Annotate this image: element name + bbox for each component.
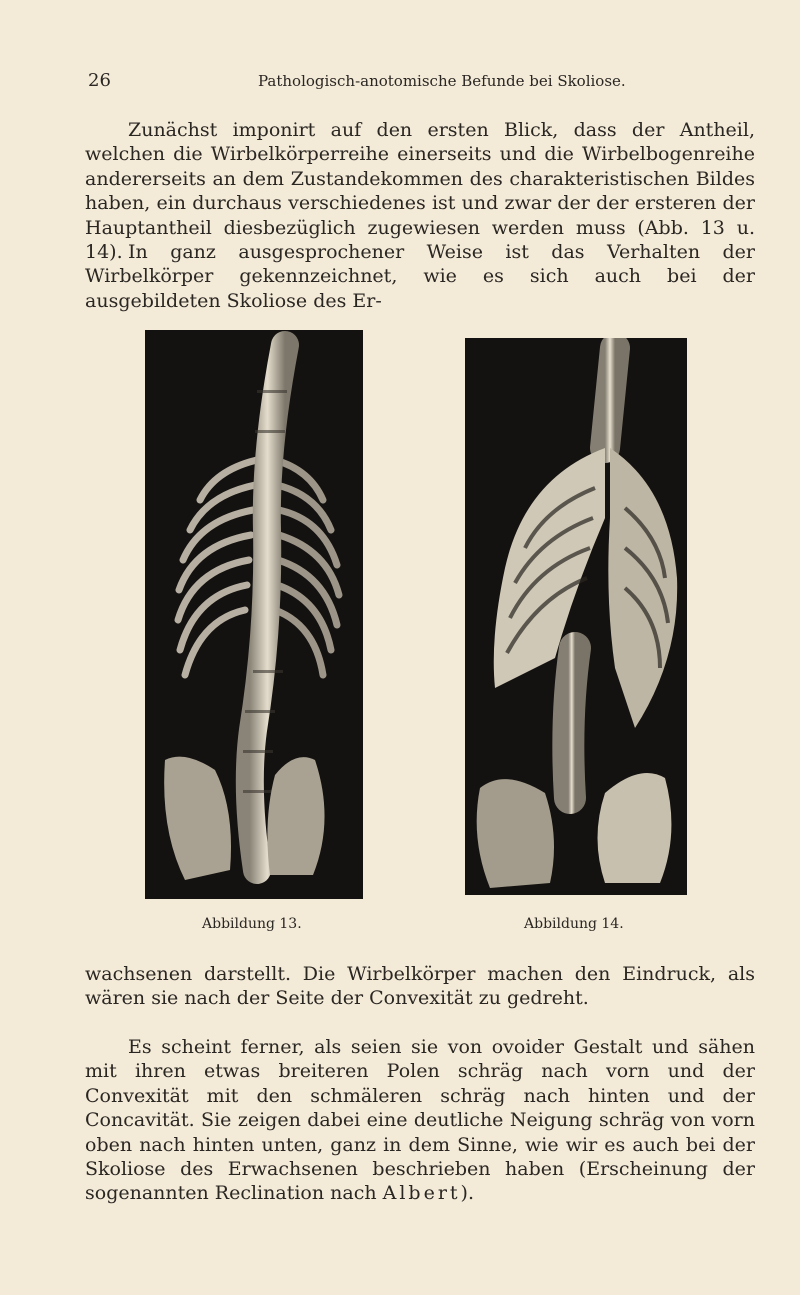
page-header (88, 70, 728, 98)
paragraph-3: wachsenen darstellt. Die Wirbelkörper machen den Eindruck, als wären sie nach der Seite der Convexität zu gedreht. (85, 963, 755, 1010)
figure-13-spine-photo (145, 330, 363, 899)
paragraph-4 (85, 1035, 755, 1206)
running-head: Pathologisch-anotomische Befunde bei Skoliose. (258, 72, 626, 90)
page-number: 26 (88, 70, 111, 91)
ribcage-skeleton-icon (465, 338, 687, 895)
paragraph-4-end: ). (460, 1182, 474, 1205)
paragraph-1: Zunächst imponirt auf den ersten Blick, dass der Antheil, welchen die Wirbelkörperreihe einerseits und die Wirbelbogenreihe andererseits an dem Zustandekommen des charakteristischen Bildes haben, ein durchaus verschiedenes ist und zwar der der ersteren der Hauptantheil diesbezüglich zugewiesen werden muss (Abb. 13 u. 14). (85, 119, 755, 264)
figure-14-spine-photo (465, 338, 687, 895)
author-name: Albert (382, 1182, 461, 1205)
figure-14-caption: Abbildung 14. (524, 916, 624, 932)
figure-13-caption: Abbildung 13. (202, 916, 302, 932)
spine-skeleton-icon (145, 330, 363, 899)
paragraph-4-text: Es scheint ferner, als seien sie von ovoider Gestalt und sähen mit ihren etwas breiteren Polen schräg nach vorn und der Convexität mit den schmäleren schräg nach hinten und der Concavität. Sie zeigen dabei eine deutliche Neigung schräg von vorn oben nach hinten unten, ganz in dem Sinne, wie wir es auch bei der Skoliose des Erwachsenen beschrieben haben (Erscheinung der sogenannten Reclination nach (85, 1036, 755, 1205)
paragraph-2: In ganz ausgesprochener Weise ist das Verhalten der Wirbelkörper gekennzeichnet, wie es sich auch bei der ausgebildeten Skoliose des Er- (85, 241, 755, 312)
